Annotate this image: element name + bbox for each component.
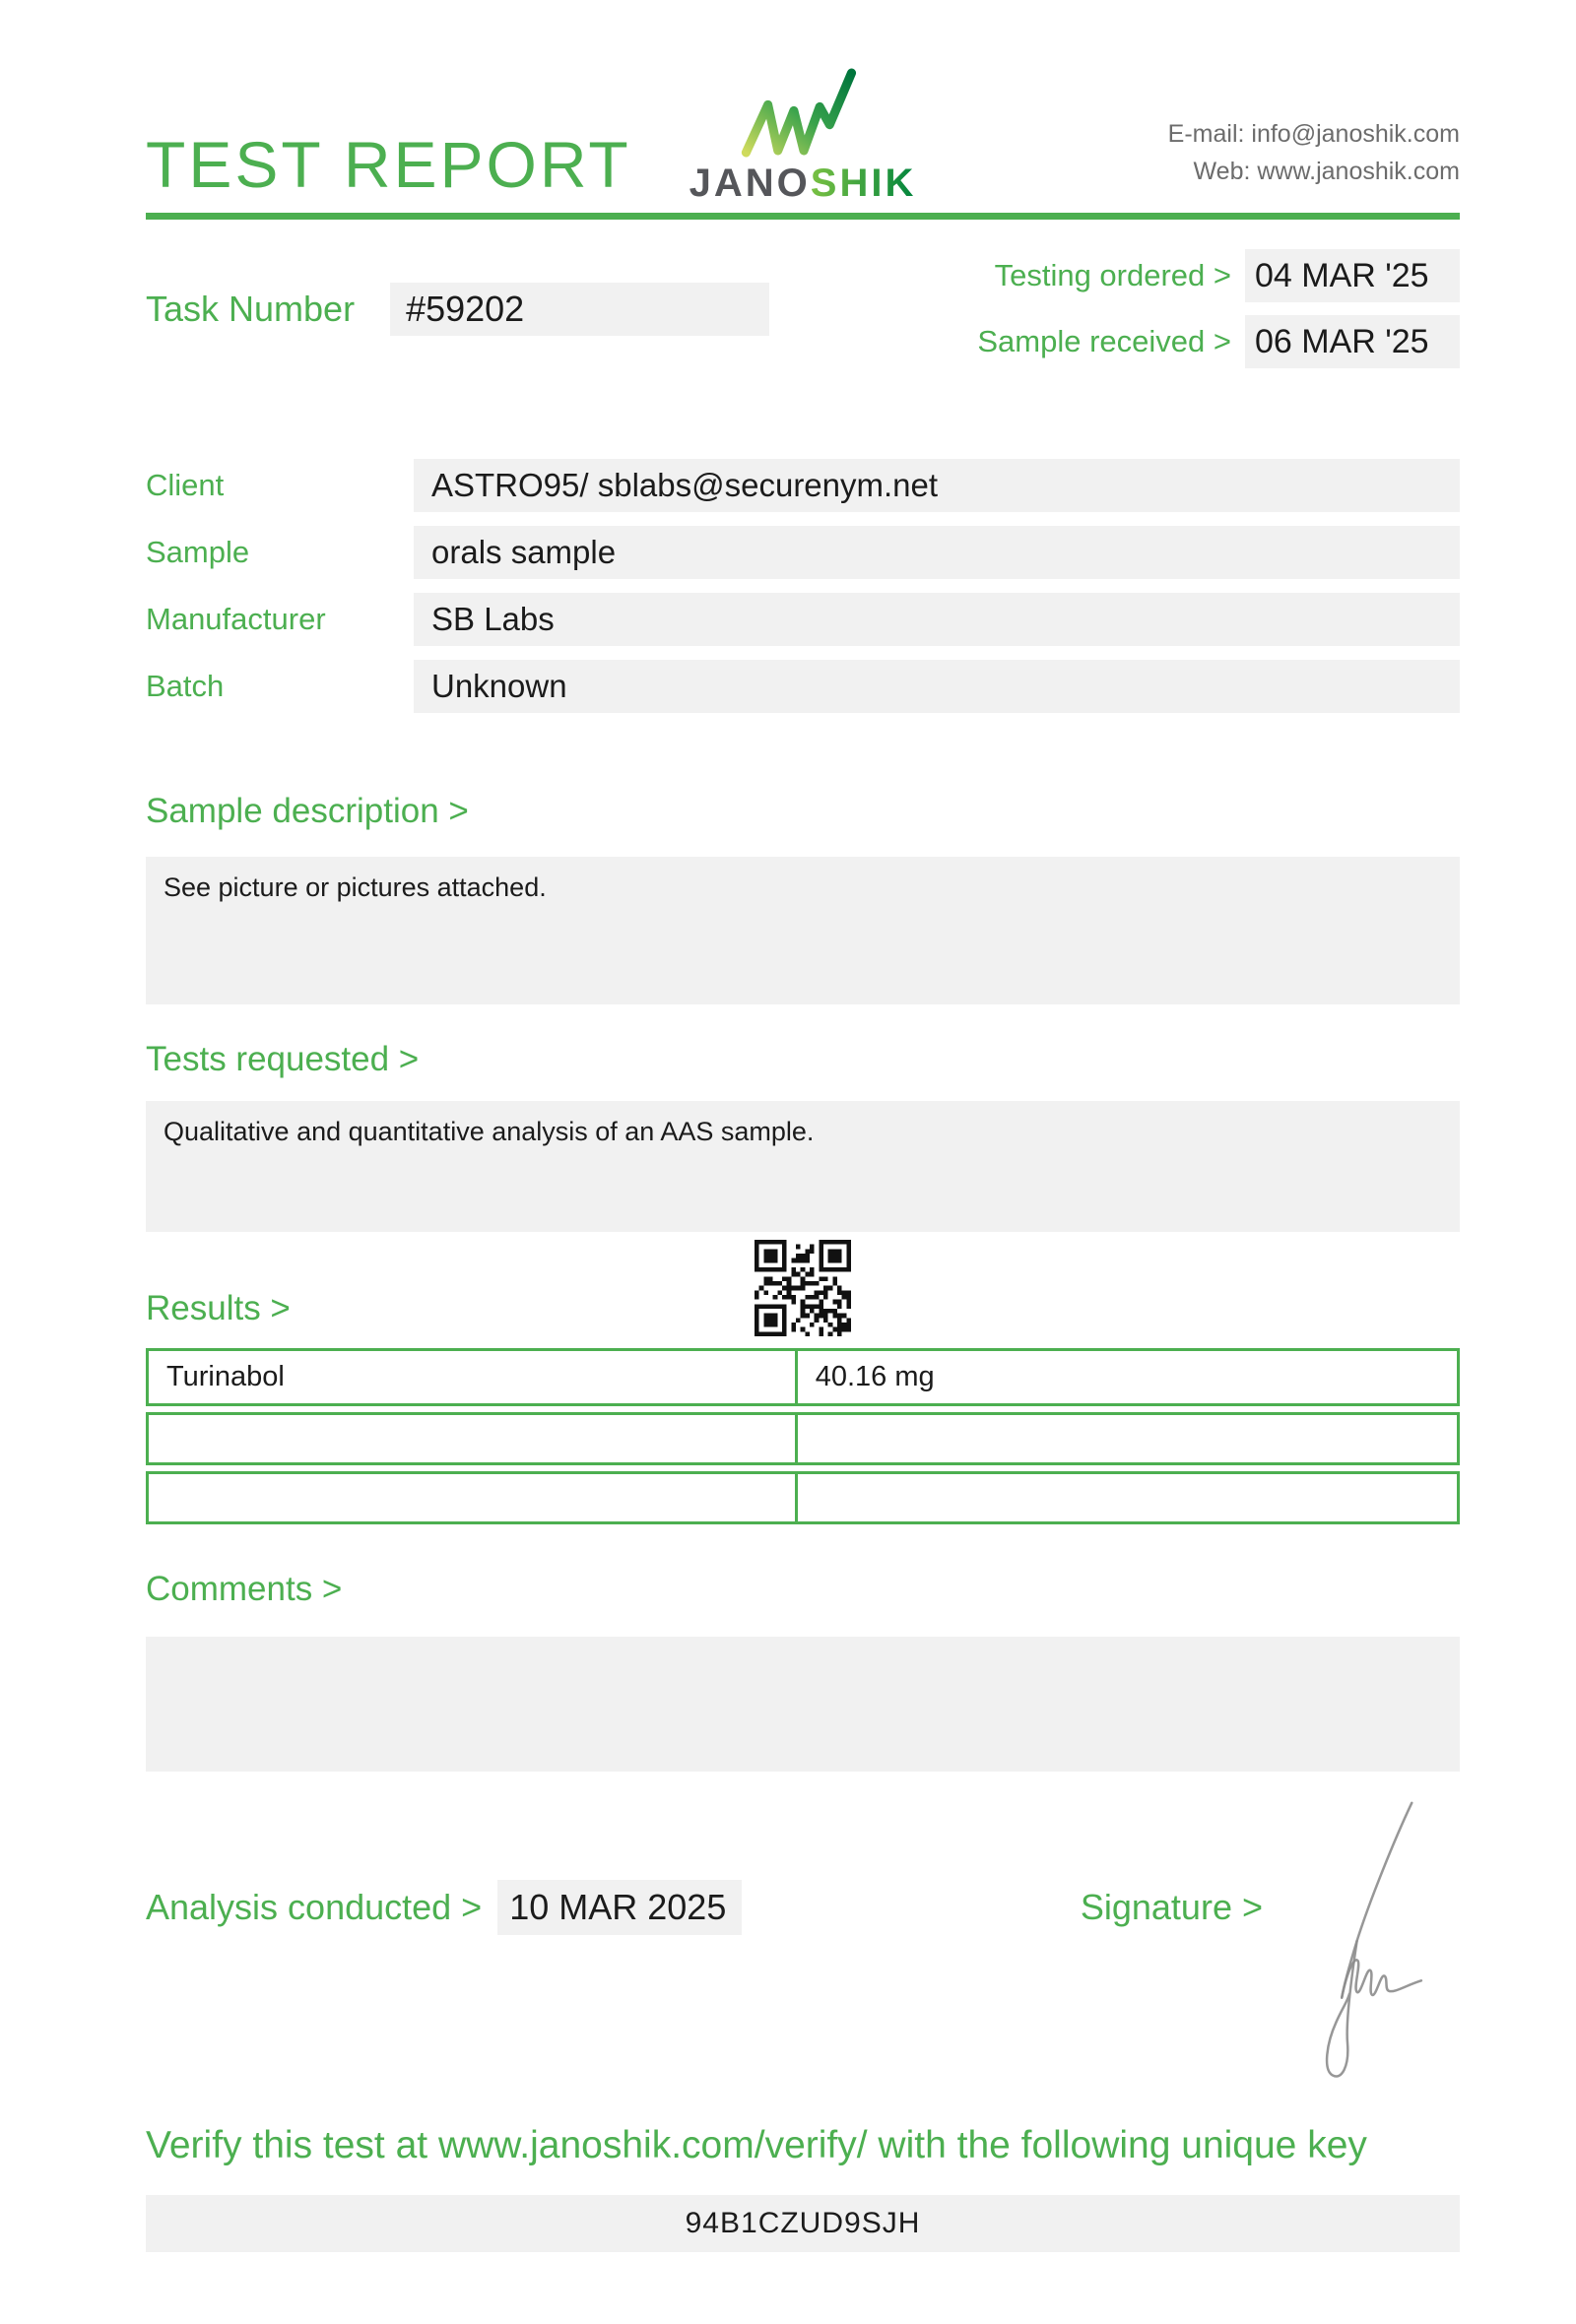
results-row — [146, 1348, 1460, 1406]
detail-row-manufacturer — [146, 593, 1460, 646]
chart-growth-icon — [725, 65, 881, 160]
batch-value: Unknown — [414, 660, 1460, 713]
manufacturer-label: Manufacturer — [146, 602, 326, 636]
results-section-head — [146, 1232, 1460, 1340]
results-row — [146, 1412, 1460, 1465]
verify-instruction: Verify this test at www.janoshik.com/verify/ with the following unique key — [146, 2124, 1367, 2166]
verify-key-box — [146, 2195, 1460, 2252]
task-number-value: #59202 — [390, 283, 769, 336]
sample-received-row — [977, 315, 1460, 368]
sample-received-label: Sample received > — [977, 324, 1231, 358]
detail-row-sample — [146, 526, 1460, 579]
signature-scribble — [1297, 1799, 1445, 2083]
testing-ordered-row — [977, 249, 1460, 302]
task-section — [146, 249, 1460, 368]
detail-row-batch — [146, 660, 1460, 713]
client-label: Client — [146, 468, 225, 502]
task-number-row — [146, 249, 769, 368]
details-section — [146, 459, 1460, 713]
report-header — [146, 0, 1460, 203]
tests-requested-heading: Tests requested > — [146, 1040, 420, 1078]
qr-code — [755, 1240, 851, 1336]
batch-label: Batch — [146, 669, 225, 703]
results-row — [146, 1471, 1460, 1524]
results-heading: Results > — [146, 1289, 291, 1327]
analysis-date-value: 10 MAR 2025 — [497, 1880, 742, 1935]
contact-web: Web: www.janoshik.com — [1193, 158, 1460, 186]
sample-received-value: 06 MAR '25 — [1245, 315, 1460, 368]
amount-cell — [798, 1415, 1457, 1462]
logo-text-jano: JANO — [689, 161, 811, 205]
client-value: ASTRO95/ sblabs@securenym.net — [414, 459, 1460, 512]
report-title: TEST REPORT — [146, 128, 631, 201]
detail-row-client — [146, 459, 1460, 512]
results-table — [146, 1348, 1460, 1524]
task-dates — [977, 249, 1460, 368]
verify-key: 94B1CZUD9SJH — [685, 2207, 921, 2239]
janoshik-logo — [640, 65, 965, 203]
comments-box — [146, 1637, 1460, 1772]
header-divider — [146, 213, 1460, 220]
contact-email: E-mail: info@janoshik.com — [1167, 119, 1460, 148]
amount-cell: 40.16 mg — [815, 1361, 935, 1392]
signature-label: Signature > — [1080, 1887, 1263, 1927]
comments-heading: Comments > — [146, 1570, 343, 1608]
task-number-label: Task Number — [146, 288, 356, 329]
sample-description-text: See picture or pictures attached. — [164, 872, 547, 902]
logo-wordmark — [690, 163, 917, 203]
tests-requested-box — [146, 1101, 1460, 1232]
manufacturer-value: SB Labs — [414, 593, 1460, 646]
tests-requested-text: Qualitative and quantitative analysis of an AAS sample. — [164, 1117, 815, 1146]
testing-ordered-label: Testing ordered > — [994, 258, 1231, 292]
substance-cell — [149, 1415, 798, 1462]
analysis-conducted-label: Analysis conducted > — [146, 1887, 483, 1927]
substance-cell: Turinabol — [149, 1351, 798, 1403]
sample-description-box — [146, 857, 1460, 1004]
sample-label: Sample — [146, 535, 250, 569]
substance-cell — [149, 1474, 798, 1521]
logo-text-shik: SHIK — [810, 161, 917, 205]
sample-description-heading: Sample description > — [146, 792, 469, 830]
signoff-section — [146, 1880, 1460, 1935]
contact-info — [965, 115, 1460, 204]
sample-value: orals sample — [414, 526, 1460, 579]
amount-cell — [798, 1474, 1457, 1521]
testing-ordered-value: 04 MAR '25 — [1245, 249, 1460, 302]
